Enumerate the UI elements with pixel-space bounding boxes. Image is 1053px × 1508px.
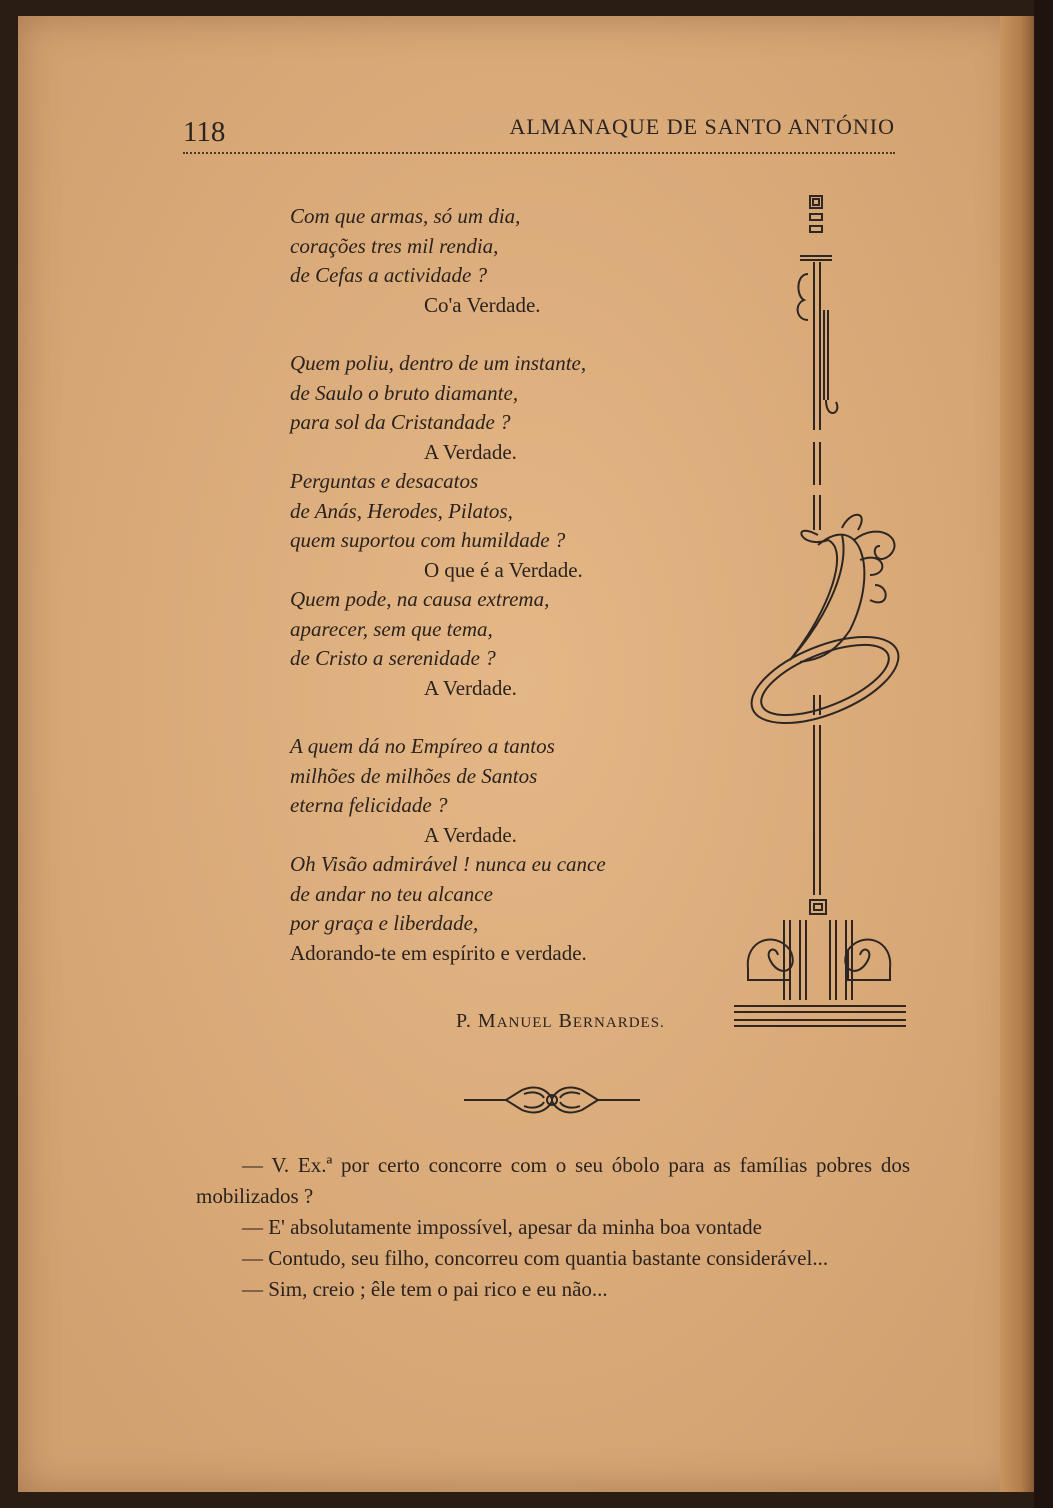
poem-line: eterna felicidade ? bbox=[290, 793, 448, 817]
page-number: 118 bbox=[183, 116, 226, 148]
page-header bbox=[183, 110, 895, 154]
dialogue-line: — Sim, creio ; êle tem o pai rico e eu não... bbox=[242, 1277, 608, 1301]
background-edge bbox=[1034, 0, 1053, 1508]
poem-refrain: A Verdade. bbox=[424, 439, 517, 464]
poem-line: Com que armas, só um dia, bbox=[290, 204, 521, 228]
poem-line: Oh Visão admirável ! nunca eu cance bbox=[290, 852, 606, 876]
dialogue-line: — V. Ex.ª por certo concorre com o seu óbolo para as famílias pobres dos mobilizados ? bbox=[196, 1153, 910, 1208]
poem-author: P. MANUEL BERNARDES. bbox=[456, 1010, 665, 1032]
poem-line: para sol da Cristandade ? bbox=[290, 410, 511, 434]
poem-line: de andar no teu alcance bbox=[290, 881, 493, 906]
poem-line: de Cristo a serenidade ? bbox=[290, 646, 496, 670]
dialogue-line: — E' absolutamente impossível, apesar da minha boa vontade bbox=[242, 1215, 762, 1239]
book-spine bbox=[1000, 16, 1034, 1492]
running-title: ALMANAQUE DE SANTO ANTÓNIO bbox=[509, 114, 895, 139]
poem-refrain: A Verdade. bbox=[424, 675, 517, 700]
poem bbox=[290, 202, 710, 968]
poem-line: quem suportou com humildade ? bbox=[290, 528, 566, 552]
lily-column-ornament-icon bbox=[730, 190, 920, 1040]
poem-line: Perguntas e desacatos bbox=[290, 469, 479, 493]
poem-refrain: Co'a Verdade. bbox=[424, 292, 541, 317]
poem-line: A quem dá no Empíreo a tantos bbox=[290, 734, 555, 758]
poem-line: corações tres mil rendia, bbox=[290, 233, 499, 258]
poem-line: de Anás, Herodes, Pilatos, bbox=[290, 498, 513, 523]
poem-line: por graça e liberdade, bbox=[290, 911, 479, 935]
poem-line: milhões de milhões de Santos bbox=[290, 763, 538, 788]
scroll-divider-icon bbox=[462, 1078, 642, 1122]
dialogue bbox=[196, 1150, 910, 1305]
poem-closing-line: Adorando-te em espírito e verdade. bbox=[290, 940, 587, 965]
dialogue-line: — Contudo, seu filho, concorreu com quantia bastante considerável... bbox=[242, 1246, 829, 1270]
poem-line: Quem pode, na causa extrema, bbox=[290, 587, 550, 611]
poem-refrain: A Verdade. bbox=[424, 822, 517, 847]
poem-refrain: O que é a Verdade. bbox=[424, 557, 583, 582]
poem-line: de Saulo o bruto diamante, bbox=[290, 380, 519, 405]
poem-line: Quem poliu, dentro de um instante, bbox=[290, 351, 587, 375]
poem-line: de Cefas a actividade ? bbox=[290, 263, 488, 287]
poem-line: aparecer, sem que tema, bbox=[290, 616, 493, 641]
